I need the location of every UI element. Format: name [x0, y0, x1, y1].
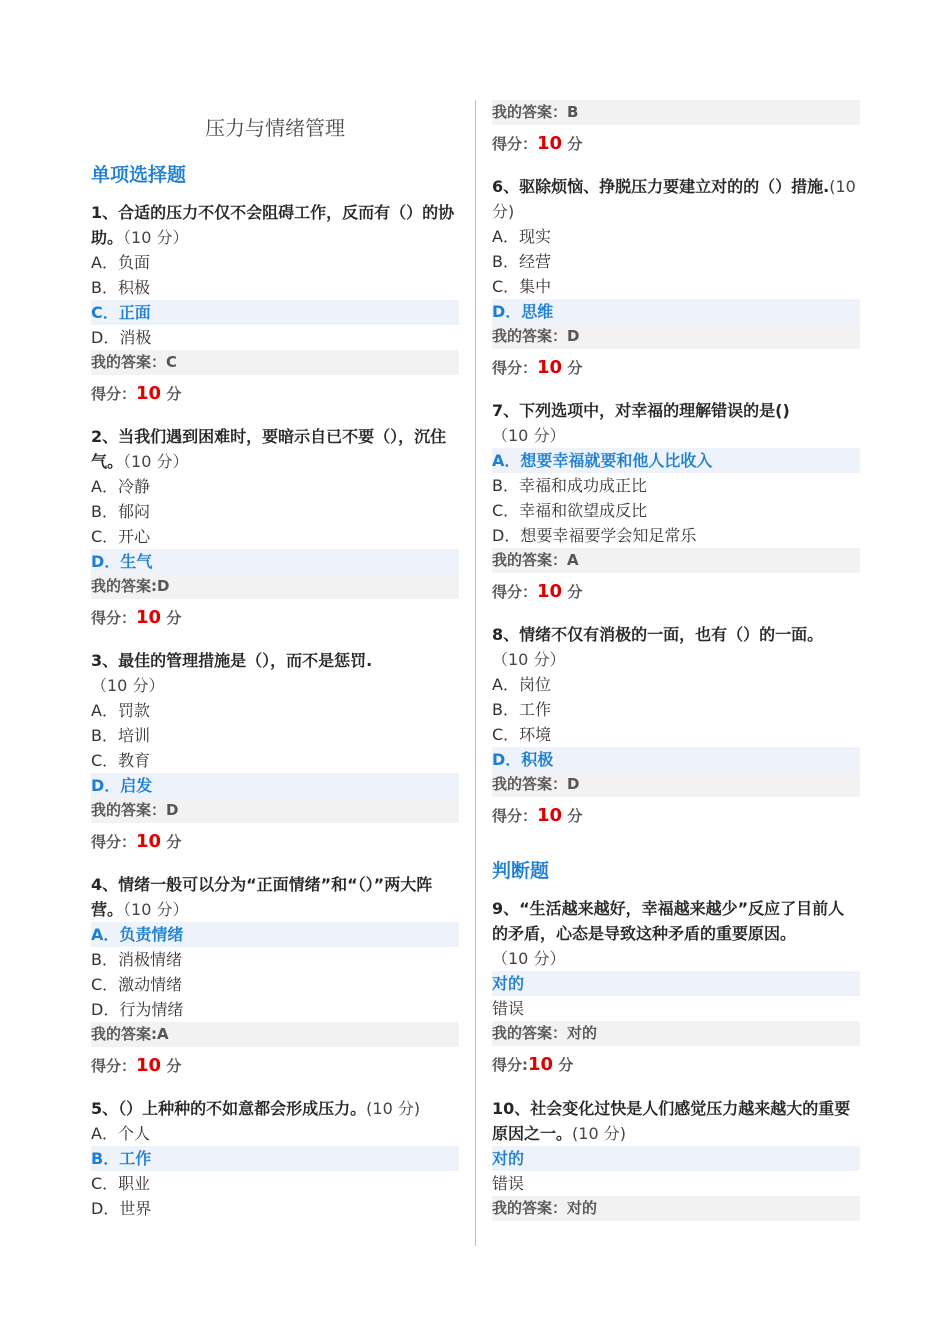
option-a-correct[interactable]: A．负责情绪 — [91, 922, 459, 947]
option-c[interactable]: C．职业 — [91, 1174, 151, 1193]
question-points: (10 分) — [572, 1124, 626, 1143]
option-c[interactable]: C．教育 — [91, 751, 151, 770]
question-8 — [492, 622, 860, 835]
score-value: 10 — [537, 805, 563, 826]
question-stem: 3、最佳的管理措施是（），而不是惩罚. — [91, 651, 373, 670]
my-answer: 我的答案：D — [492, 324, 860, 349]
question-9 — [492, 896, 860, 1084]
question-10 — [492, 1096, 860, 1221]
score-unit: 分 — [567, 359, 583, 377]
option-b[interactable]: B．经营 — [492, 252, 551, 271]
score-label: 得分： — [492, 135, 538, 153]
question-text — [492, 174, 860, 224]
score-value: 10 — [537, 133, 563, 154]
score-unit: 分 — [567, 135, 583, 153]
option-b[interactable]: B．培训 — [91, 726, 150, 745]
question-7 — [492, 398, 860, 611]
my-answer: 我的答案：B — [492, 100, 860, 125]
my-answer: 我的答案：对的 — [492, 1021, 860, 1046]
score-value: 10 — [136, 607, 162, 628]
question-stem: 2、当我们遇到困难时，要暗示自已不要（），沉住气。 — [91, 427, 447, 471]
score-value: 10 — [136, 1055, 162, 1076]
score-label: 得分： — [492, 807, 538, 825]
score — [492, 349, 860, 387]
score-label: 得分： — [91, 385, 137, 403]
question-text — [492, 622, 860, 672]
question-3 — [91, 648, 459, 861]
score — [492, 797, 860, 835]
score-unit: 分 — [166, 1057, 182, 1075]
option-d[interactable]: D．世界 — [91, 1199, 152, 1218]
score — [492, 573, 860, 611]
option-b[interactable]: B．消极情绪 — [91, 950, 182, 969]
option-b[interactable]: B．积极 — [91, 278, 150, 297]
option-c[interactable]: C．幸福和欲望成反比 — [492, 501, 648, 520]
my-answer: 我的答案：D — [91, 798, 459, 823]
score-value: 10 — [528, 1054, 554, 1075]
my-answer: 我的答案:A — [91, 1022, 459, 1047]
option-d-correct[interactable]: D．思维 — [492, 299, 860, 324]
question-points: （10 分） — [492, 949, 566, 968]
question-text — [492, 896, 860, 971]
option-false[interactable]: 错误 — [492, 1174, 525, 1193]
question-stem: 6、驱除烦恼、挣脱压力要建立对的的（）措施. — [492, 177, 830, 196]
score-value: 10 — [136, 383, 162, 404]
question-text — [91, 1096, 459, 1121]
section-heading-true-false: 判断题 — [492, 860, 550, 882]
my-answer: 我的答案：D — [492, 772, 860, 797]
question-stem: 7、下列选项中，对幸福的理解错误的是() — [492, 401, 790, 420]
question-stem: 8、情绪不仅有消极的一面，也有（）的一面。 — [492, 625, 824, 644]
option-c[interactable]: C．集中 — [492, 277, 552, 296]
document-title: 压力与情绪管理 — [205, 116, 345, 140]
my-answer: 我的答案：C — [91, 350, 459, 375]
option-d[interactable]: D．消极 — [91, 328, 152, 347]
question-text — [91, 648, 459, 698]
option-true-correct[interactable]: 对的 — [492, 1146, 860, 1171]
question-stem: 10、社会变化过快是人们感觉压力越来越大的重要原因之一。 — [492, 1099, 851, 1143]
option-b[interactable]: B．幸福和成功成正比 — [492, 476, 647, 495]
column-divider — [475, 100, 476, 1246]
score — [91, 1047, 459, 1085]
score-unit: 分 — [558, 1056, 574, 1074]
option-a-correct[interactable]: A．想要幸福就要和他人比收入 — [492, 448, 860, 473]
question-points: （10 分） — [91, 676, 165, 695]
question-points: （10 分） — [123, 228, 189, 247]
question-points: （10 分） — [492, 426, 566, 445]
score-unit: 分 — [166, 609, 182, 627]
score-value: 10 — [136, 831, 162, 852]
question-2 — [91, 424, 459, 637]
score-unit: 分 — [567, 583, 583, 601]
option-a[interactable]: A．罚款 — [91, 701, 150, 720]
my-answer: 我的答案：A — [492, 548, 860, 573]
score-unit: 分 — [166, 385, 182, 403]
question-stem: 4、情绪一般可以分为“正面情绪”和“（）”两大阵营。 — [91, 875, 433, 919]
option-true-correct[interactable]: 对的 — [492, 971, 860, 996]
question-6 — [492, 174, 860, 387]
question-points: （10 分） — [123, 452, 189, 471]
score-label: 得分： — [492, 583, 538, 601]
score-label: 得分： — [492, 359, 538, 377]
section-heading-single-choice: 单项选择题 — [91, 164, 187, 186]
question-stem: 5、（）上种种的不如意都会形成压力。 — [91, 1099, 367, 1118]
score-label: 得分: — [492, 1056, 528, 1074]
option-b[interactable]: B．郁闷 — [91, 502, 150, 521]
question-4 — [91, 872, 459, 1085]
option-b-correct[interactable]: B．工作 — [91, 1146, 459, 1171]
option-d[interactable]: D．行为情绪 — [91, 1000, 184, 1019]
option-a[interactable]: A．负面 — [91, 253, 150, 272]
option-false[interactable]: 错误 — [492, 999, 525, 1018]
option-a[interactable]: A．现实 — [492, 227, 551, 246]
question-points: (10 分) — [492, 177, 856, 221]
score — [492, 1046, 860, 1084]
option-a[interactable]: A．冷静 — [91, 477, 150, 496]
score-label: 得分： — [91, 1057, 137, 1075]
question-text — [492, 1096, 860, 1146]
question-text — [91, 424, 459, 474]
option-d-correct[interactable]: D．积极 — [492, 747, 860, 772]
score — [91, 375, 459, 413]
my-answer: 我的答案：对的 — [492, 1196, 860, 1221]
score-label: 得分： — [91, 833, 137, 851]
question-5-continued — [492, 100, 860, 163]
option-a[interactable]: A．岗位 — [492, 675, 551, 694]
option-c[interactable]: C．环境 — [492, 725, 552, 744]
question-stem: 1、合适的压力不仅不会阻碍工作，反而有（）的协助。 — [91, 203, 455, 247]
score-unit: 分 — [567, 807, 583, 825]
question-points: （10 分） — [123, 900, 189, 919]
option-d-correct[interactable]: D．生气 — [91, 549, 459, 574]
score-unit: 分 — [166, 833, 182, 851]
question-5 — [91, 1096, 459, 1221]
question-stem: 9、“生活越来越好，幸福越来越少”反应了目前人的矛盾，心态是导致这种矛盾的重要原因。 — [492, 899, 845, 943]
score-label: 得分： — [91, 609, 137, 627]
score — [91, 823, 459, 861]
question-1 — [91, 200, 459, 413]
question-text — [91, 872, 459, 922]
option-d-correct[interactable]: D．启发 — [91, 773, 459, 798]
option-d[interactable]: D．想要幸福要学会知足常乐 — [492, 526, 697, 545]
option-a[interactable]: A．个人 — [91, 1124, 150, 1143]
question-points: (10 分) — [366, 1099, 421, 1118]
score — [91, 599, 459, 637]
option-c[interactable]: C．开心 — [91, 527, 151, 546]
option-b[interactable]: B．工作 — [492, 700, 551, 719]
score — [492, 125, 860, 163]
option-c[interactable]: C．激动情绪 — [91, 975, 183, 994]
question-points: （10 分） — [492, 650, 566, 669]
score-value: 10 — [537, 581, 563, 602]
question-text — [91, 200, 459, 250]
my-answer: 我的答案:D — [91, 574, 459, 599]
question-text — [492, 398, 860, 448]
option-c-correct[interactable]: C．正面 — [91, 300, 459, 325]
score-value: 10 — [537, 357, 563, 378]
